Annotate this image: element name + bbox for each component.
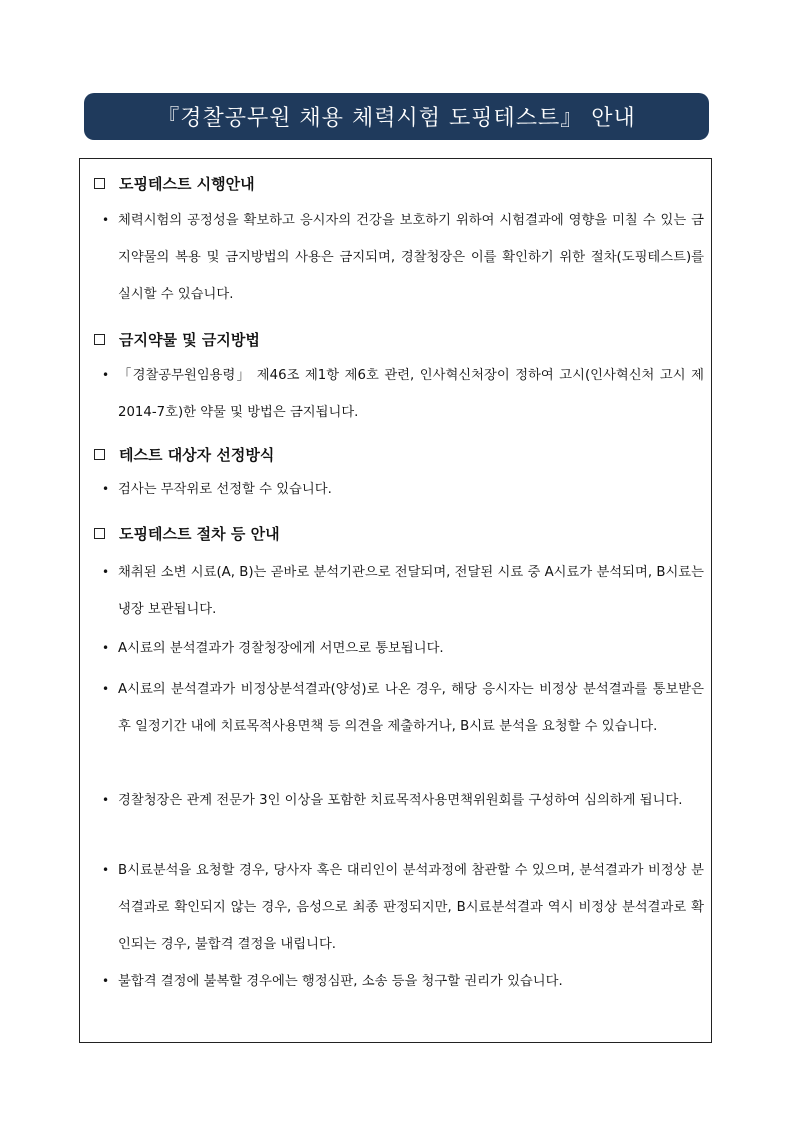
section-heading-doping-notice [94,173,255,194]
list-item [102,202,704,313]
list-item-text: B시료분석을 요청할 경우, 당사자 혹은 대리인이 분석과정에 참관할 수 있으며, 분석결과가 비정상 분석결과로 확인되지 않는 경우, 음성으로 최종 판정되지만, B시료분석결과 역시 비정상 분석결과로 확인되는 경우, 불합격 결정을 내립니다. [118,863,704,952]
section-heading-prohibited-substances [94,329,260,350]
bullet-dot-icon: • [102,793,110,807]
list-item-text: 검사는 무작위로 선정할 수 있습니다. [118,482,332,497]
bullet-dot-icon: • [102,682,110,696]
list-item-text: 체력시험의 공정성을 확보하고 응시자의 건강을 보호하기 위하여 시험결과에 영향을 미칠 수 있는 금지약물의 복용 및 금지방법의 사용은 금지되며, 경찰청장은 이를 확인하기 위한 절차(도핑테스트)를 실시할 수 있습니다. [118,213,704,302]
list-item [102,554,704,628]
list-item [102,471,704,508]
checkbox-square-icon [94,334,105,345]
bullet-dot-icon: • [102,565,110,579]
title-banner [84,93,709,140]
checkbox-square-icon [94,528,105,539]
section-heading-text: 도핑테스트 절차 등 안내 [119,525,280,543]
checkbox-square-icon [94,178,105,189]
list-item [102,782,704,819]
list-item-text: A시료의 분석결과가 비정상분석결과(양성)로 나온 경우, 해당 응시자는 비정상 분석결과를 통보받은 후 일정기간 내에 치료목적사용면책 등 의견을 제출하거나, B시료 분석을 요청할 수 있습니다. [118,682,704,734]
list-item-text: 경찰청장은 관계 전문가 3인 이상을 포함한 치료목적사용면책위원회를 구성하여 심의하게 됩니다. [118,793,683,808]
list-item-text: 「경찰공무원임용령」 제46조 제1항 제6호 관련, 인사혁신처장이 정하여 고시(인사혁신처 고시 제2014-7호)한 약물 및 방법은 금지됩니다. [118,368,704,420]
bullet-dot-icon: • [102,368,110,382]
list-item [102,630,704,667]
list-item [102,357,704,431]
section-heading-text: 금지약물 및 금지방법 [119,331,260,349]
list-item-text: 채취된 소변 시료(A, B)는 곧바로 분석기관으로 전달되며, 전달된 시료 중 A시료가 분석되며, B시료는 냉장 보관됩니다. [118,565,704,617]
bullet-dot-icon: • [102,482,110,496]
list-item [102,963,704,1000]
checkbox-square-icon [94,449,105,460]
section-heading-procedure [94,523,280,544]
list-item-text: 불합격 결정에 불복할 경우에는 행정심판, 소송 등을 청구할 권리가 있습니다. [118,974,563,989]
page-title: 『경찰공무원 채용 체력시험 도핑테스트』 안내 [157,106,636,131]
section-heading-text: 도핑테스트 시행안내 [119,175,255,193]
section-heading-text: 테스트 대상자 선정방식 [119,446,275,464]
bullet-dot-icon: • [102,213,110,227]
list-item-text: A시료의 분석결과가 경찰청장에게 서면으로 통보됩니다. [118,641,444,656]
bullet-dot-icon: • [102,974,110,988]
section-heading-selection-method [94,444,274,465]
notice-content-box [79,158,712,1043]
bullet-dot-icon: • [102,863,110,877]
list-item [102,671,704,745]
bullet-dot-icon: • [102,641,110,655]
list-item [102,852,704,963]
